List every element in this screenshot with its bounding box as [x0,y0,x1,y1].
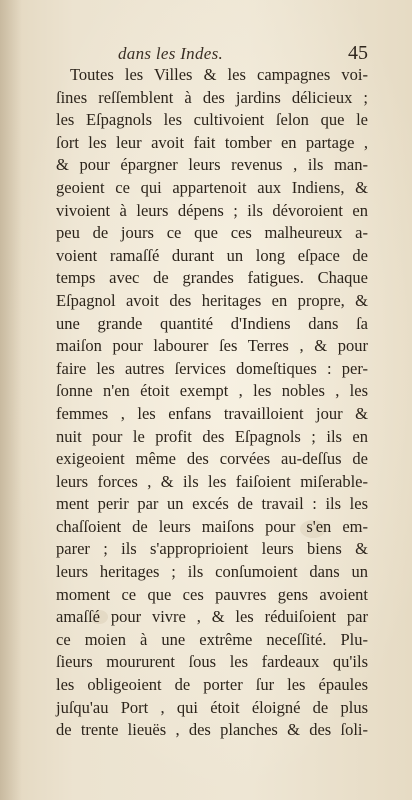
text-line: Eſpagnol avoit des heritages en propre, & [56,290,368,310]
body-text [56,64,368,742]
text-line: ſonne n'en étoit exempt , les nobles , les [56,381,368,401]
text-line: chaſſoient de leurs maiſons pour s'en em- [56,516,368,536]
text-line: femmes , les enfans travailloient jour & [56,403,368,423]
text-line: leurs forces , & ils les faiſoient miſerable- [56,471,368,491]
text-line: de trente lieuës , des planches & des ſoli- [56,720,368,740]
text-line: moment ce que ces pauvres gens avoient [56,584,368,604]
text-line: nuit pour le profit des Eſpagnols ; ils en [56,426,368,446]
text-line: voient ramaſſé durant un long eſpace de [56,245,368,265]
page-number: 45 [348,42,368,64]
text-line: faire les autres ſervices domeſtiques : per- [56,358,368,378]
text-line: les obligeoient de porter ſur les épaules [56,675,368,695]
text-line: juſqu'au Port , qui étoit éloigné de plus [56,697,368,717]
text-line: geoient ce qui appartenoit aux Indiens, & [56,177,368,197]
text-line: amaſſé pour vivre , & les réduiſoient par [56,607,368,627]
text-line: ce moien à une extrême neceſſité. Plu- [56,629,368,649]
page-header [0,40,412,66]
running-head: dans les Indes. [118,44,224,63]
text-line: Toutes les Villes & les campagnes voi- [70,65,368,84]
text-line: vivoient à leurs dépens ; ils dévoroient en [56,200,368,220]
text-line: une grande quantité d'Indiens dans ſa [56,313,368,333]
text-line: leurs heritages ; ils conſumoient dans un [56,562,368,582]
text-line: ment perir par un excés de travail : ils les [56,494,368,514]
text-line: peu de jours ce que ces malheureux a- [56,223,368,243]
text-line: ſort les leur avoit fait tomber en partage , [56,132,368,152]
text-line: les Eſpagnols les cultivoient ſelon que le [56,110,368,130]
text-line: ſieurs moururent ſous les fardeaux qu'ils [56,652,368,672]
text-line: ſines reſſemblent à des jardins délicieux ; [56,87,368,107]
text-line: & pour épargner leurs revenus , ils man- [56,155,368,175]
text-line: temps avec de grandes fatigues. Chaque [56,268,368,288]
text-line: parer ; ils s'approprioient leurs biens & [56,539,368,559]
text-line: exigeoient même des corvées au-deſſus de [56,449,368,469]
text-line: maiſon pour labourer ſes Terres , & pour [56,336,368,356]
gutter-shadow [0,0,22,800]
